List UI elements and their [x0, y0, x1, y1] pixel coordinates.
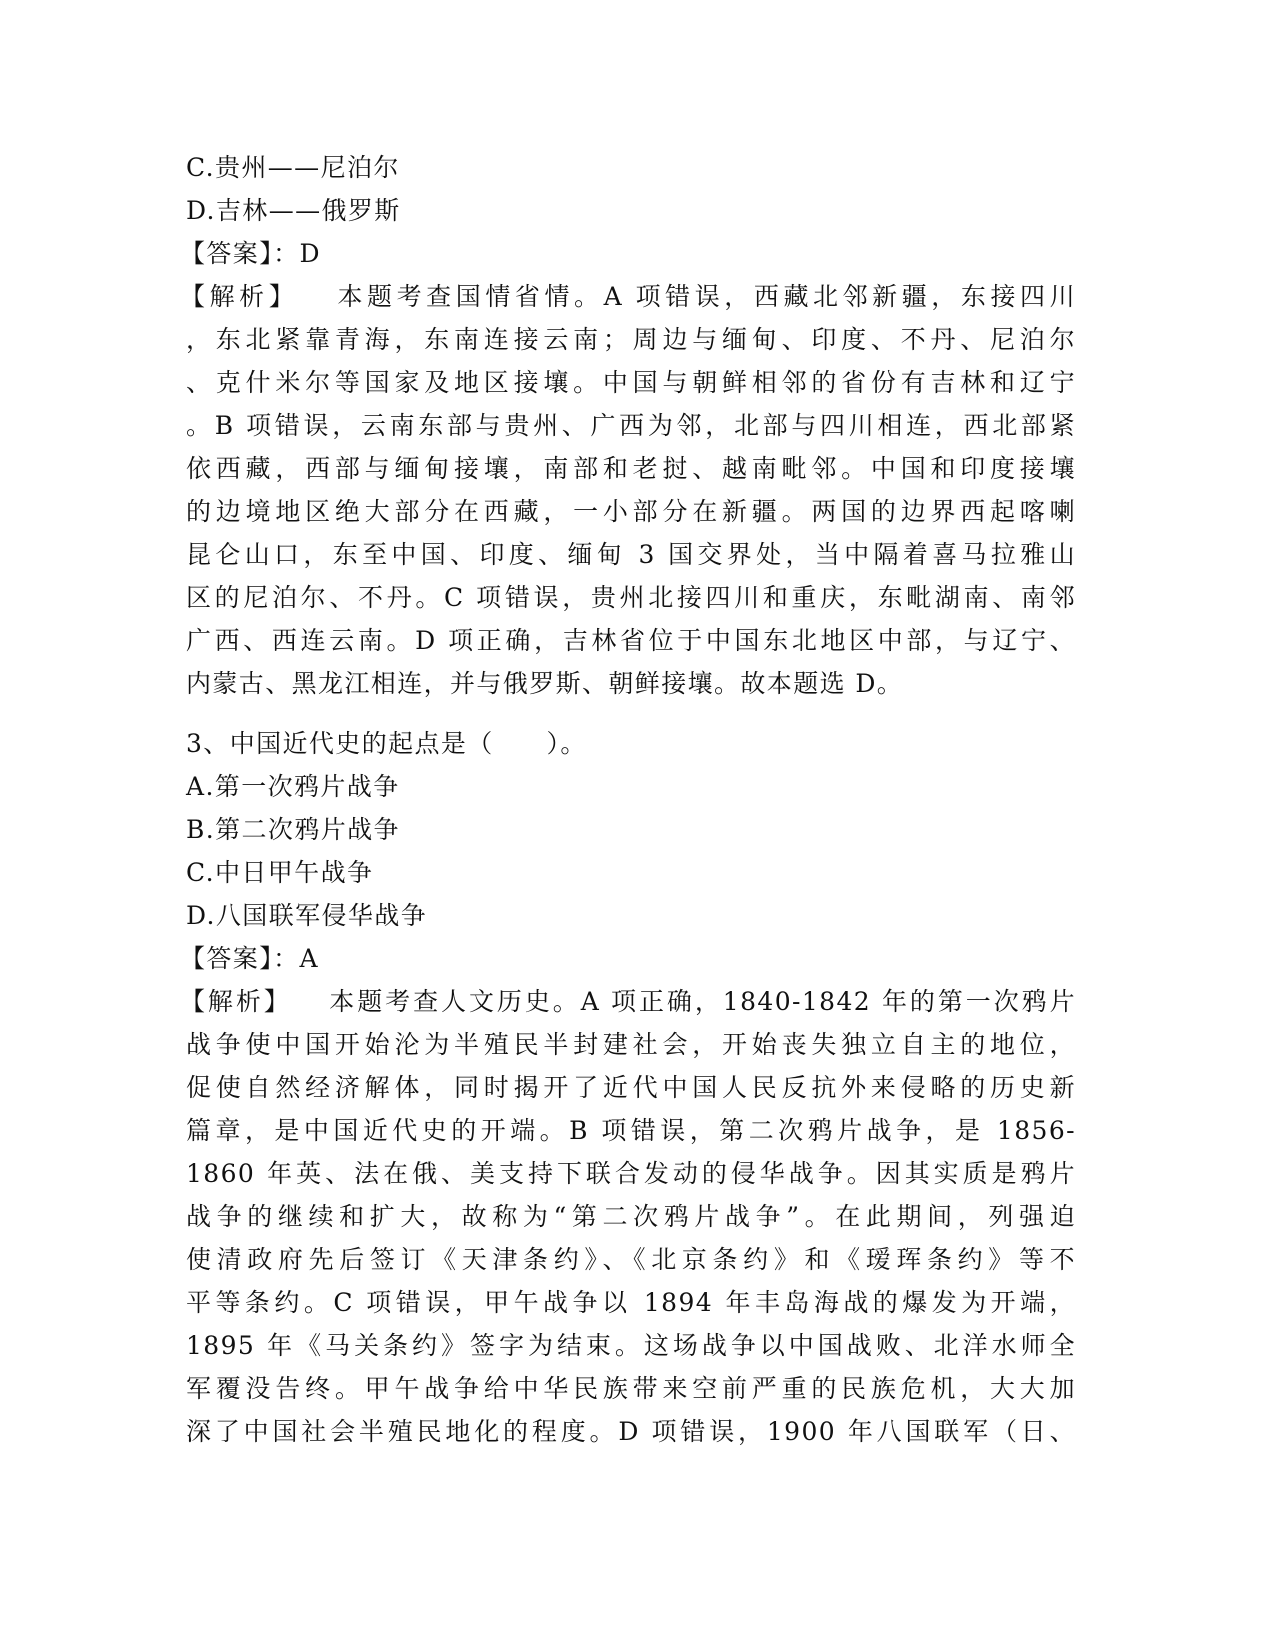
q3-analysis-line: 战争的继续和扩大，故称为“第二次鸦片战争”。在此期间，列强迫: [186, 1202, 1076, 1231]
q2-option-d: D.吉林——俄罗斯: [186, 196, 401, 225]
q3-analysis-line: 深了中国社会半殖民地化的程度。D 项错误，1900 年八国联军（日、: [186, 1417, 1076, 1446]
q3-analysis-line: 使清政府先后签订《天津条约》、《北京条约》和《瑷珲条约》等不: [186, 1245, 1076, 1274]
q2-analysis-line: [180, 275, 1076, 318]
q2-analysis-line: 区的尼泊尔、不丹。C 项错误，贵州北接四川和重庆，东毗湖南、南邻: [186, 583, 1076, 612]
q3-analysis-line: 篇章，是中国近代史的开端。B 项错误，第二次鸦片战争，是 1856-: [186, 1116, 1076, 1145]
q2-option-c: C.贵州——尼泊尔: [186, 153, 400, 182]
q3-analysis-line: 战争使中国开始沦为半殖民半封建社会，开始丧失独立自主的地位，: [186, 1030, 1076, 1059]
q3-analysis-line: 平等条约。C 项错误，甲午战争以 1894 年丰岛海战的爆发为开端，: [186, 1288, 1076, 1317]
q3-option-a: A.第一次鸦片战争: [186, 772, 400, 801]
q3-option-c: C.中日甲午战争: [186, 858, 374, 887]
q2-analysis-line: 。B 项错误，云南东部与贵州、广西为邻，北部与四川相连，西北部紧: [186, 411, 1076, 440]
q2-analysis-tag: 【解析】: [180, 282, 299, 311]
q3-option-b: B.第二次鸦片战争: [186, 815, 400, 844]
q2-analysis-line: 的边境地区绝大部分在西藏，一小部分在新疆。两国的边界西起喀喇: [186, 497, 1076, 526]
q3-answer: [180, 937, 1076, 980]
q2-analysis-text: 本题考查国情省情。A 项错误，西藏北邻新疆，东接四川: [334, 282, 1076, 311]
q2-analysis-line: 广西、西连云南。D 项正确，吉林省位于中国东北地区中部，与辽宁、: [186, 626, 1076, 655]
page-content: [180, 146, 1076, 1453]
q2-answer: [180, 232, 1076, 275]
q2-analysis-line: 昆仑山口，东至中国、印度、缅甸 3 国交界处，当中隔着喜马拉雅山: [186, 540, 1076, 569]
q2-answer-value: ：D: [273, 239, 321, 268]
q3-option-d: D.八国联军侵华战争: [186, 901, 428, 930]
q3-analysis-line: [180, 980, 1076, 1023]
q2-analysis-line: 内蒙古、黑龙江相连，并与俄罗斯、朝鲜接壤。故本题选 D。: [186, 669, 904, 698]
q2-analysis-line: ，东北紧靠青海，东南连接云南；周边与缅甸、印度、不丹、尼泊尔: [186, 325, 1076, 354]
q3-analysis-line: 1895 年《马关条约》签字为结束。这场战争以中国战败、北洋水师全: [186, 1331, 1076, 1360]
q3-analysis-tag: 【解析】: [180, 987, 292, 1016]
q3-analysis-line: 1860 年英、法在俄、美支持下联合发动的侵华战争。因其实质是鸦片: [186, 1159, 1076, 1188]
q2-analysis-line: 、克什米尔等国家及地区接壤。中国与朝鲜相邻的省份有吉林和辽宁: [186, 368, 1076, 397]
q3-answer-tag: 【答案】: [180, 944, 274, 973]
q3-analysis-line: 军覆没告终。甲午战争给中华民族带来空前严重的民族危机，大大加: [186, 1374, 1076, 1403]
q3-analysis-line: 促使自然经济解体，同时揭开了近代中国人民反抗外来侵略的历史新: [186, 1073, 1076, 1102]
q3-analysis-text: 本题考查人文历史。A 项正确，1840-1842 年的第一次鸦片: [327, 987, 1076, 1016]
q3-answer-value: ：A: [273, 944, 319, 973]
q2-answer-tag: 【答案】: [180, 239, 274, 268]
q3-stem: 3、中国近代史的起点是（ ）。: [186, 729, 587, 758]
q2-analysis-line: 依西藏，西部与缅甸接壤，南部和老挝、越南毗邻。中国和印度接壤: [186, 454, 1076, 483]
